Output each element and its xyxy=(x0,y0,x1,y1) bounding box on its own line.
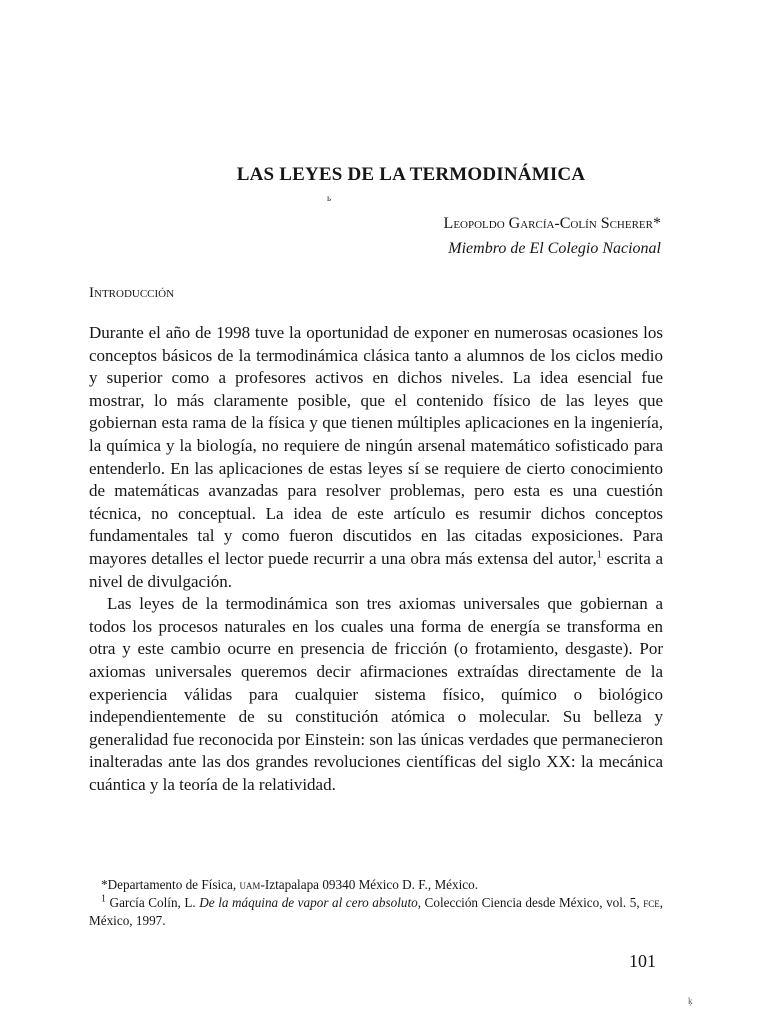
footnote-affiliation-rest: -Iztapalapa 09340 México D. F., México. xyxy=(260,877,479,892)
scan-corner-mark: ķ xyxy=(688,996,693,1006)
paragraph-1 xyxy=(89,322,663,593)
footnote-1-book-title: De la máquina de vapor al cero absoluto, xyxy=(199,895,422,910)
footnote-1-series: Colección Ciencia desde México, vol. 5, xyxy=(421,895,644,910)
footnote-uam: uam xyxy=(239,877,261,892)
footnote-affiliation xyxy=(89,876,663,894)
section-heading: Introducción xyxy=(89,285,175,301)
page-number: 101 xyxy=(629,951,656,971)
paragraph-1-text: Durante el año de 1998 tuve la oportunidad de exponer en numerosas ocasiones los conceptos básicos de la termodinámica clásica tanto a alumnos de los ciclos medio y superior como a profesores activos en dichos niveles. La idea esencial fue mostrar, lo más claramente posible, que el contenido físico de las leyes que gobiernan esta rama de la física y que tienen múltiples aplicaciones en la ingeniería, la química y la biología, no requiere de ningún arsenal matemático sofisticado para entenderlo. En las aplicaciones de estas leyes sí se requiere de cierto conocimiento de matemáticas avanzadas para resolver problemas, pero esta es una cuestión técnica, no conceptual. La idea de este artículo es resumir dichos conceptos fundamentales tal y como fueron discutidos en las citadas exposiciones. Para mayores detalles el lector puede recurrir a una obra más extensa del autor, xyxy=(89,323,663,568)
footnotes xyxy=(89,876,663,930)
paragraph-1-tail: escrita a nivel de divulgación. xyxy=(89,548,664,591)
footnote-ref-1: 1 xyxy=(596,549,602,561)
footnote-1-end: , México, 1997. xyxy=(89,895,664,928)
footnote-affiliation-prefix: *Departamento de Física, xyxy=(101,877,240,892)
article-title: LAS LEYES DE LA TERMODINÁMICA xyxy=(236,164,586,185)
author-name: Leopoldo García-Colín Scherer* xyxy=(443,215,661,232)
footnote-1-author: García Colín, L. xyxy=(106,895,200,910)
body-text xyxy=(89,322,663,796)
paragraph-2: Las leyes de la termodinámica son tres axiomas universales que gobiernan a todos los procesos naturales en los cuales una forma de energía se transforma en otra y este cambio ocurre en presencia de fricción (o frotamiento, desgaste). Por axiomas universales queremos decir afirmaciones extraídas directamente de la experiencia válidas para cualquier sistema físico, químico o biológico independientemente de su constitución atómica o molecular. Su belleza y generalidad fue reconocida por Einstein: son las únicas verdades que permanecieron inalteradas ante las dos grandes revoluciones científicas del siglo XX: la mecánica cuántica y la teoría de la relatividad. xyxy=(89,594,663,794)
footnote-1-mark: 1 xyxy=(101,893,106,905)
footnote-1 xyxy=(89,894,663,930)
footnote-1-publisher: fce xyxy=(643,895,660,910)
author-affiliation: Miembro de El Colegio Nacional xyxy=(448,240,661,257)
scan-speck: ь xyxy=(327,193,332,203)
